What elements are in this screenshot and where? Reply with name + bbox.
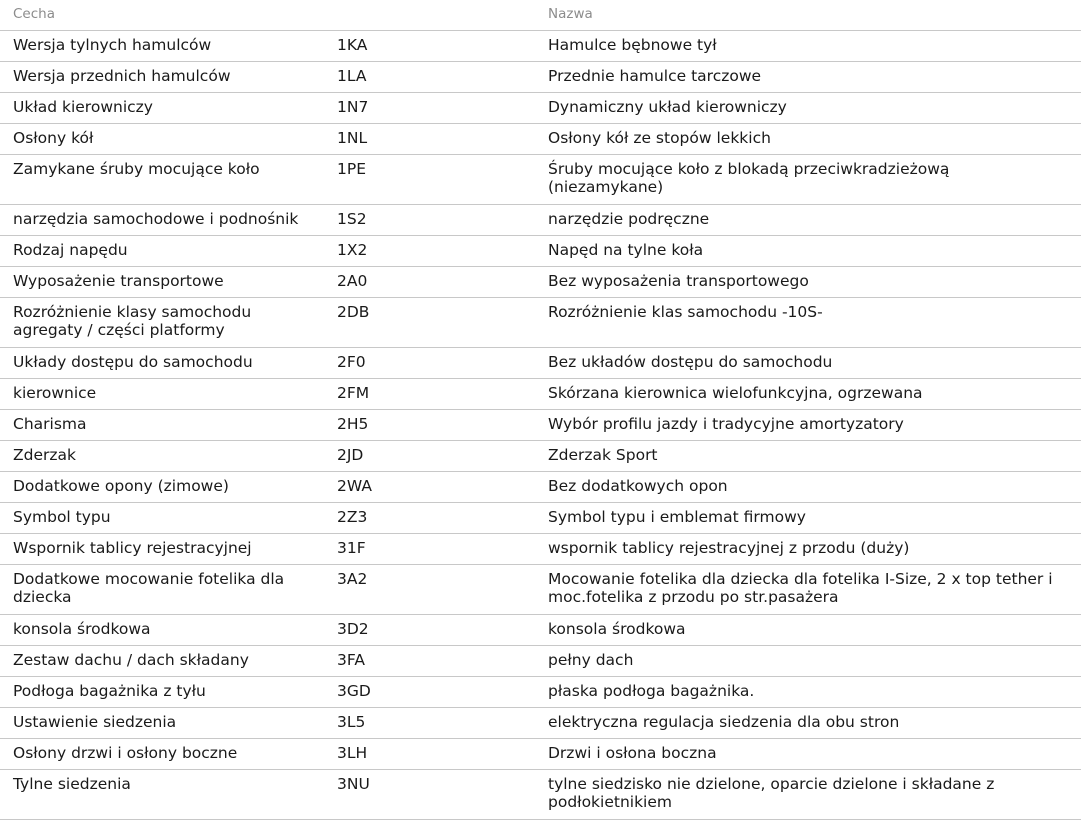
cell-code: 31F <box>337 539 366 557</box>
cell-code: 1N7 <box>337 98 369 116</box>
cell-code: 2JD <box>337 446 364 464</box>
table-row <box>0 410 1081 441</box>
cell-feature: Dodatkowe mocowanie fotelika dla dziecka <box>13 570 285 606</box>
cell-feature: Zamykane śruby mocujące koło <box>13 160 260 178</box>
cell-name: Skórzana kierownica wielofunkcyjna, ogrzewana <box>548 384 923 402</box>
cell-code: 2WA <box>337 477 372 495</box>
cell-feature: Osłony kół <box>13 129 94 147</box>
cell-name: Zderzak Sport <box>548 446 658 464</box>
table-row <box>0 441 1081 472</box>
cell-name: Dynamiczny układ kierowniczy <box>548 98 787 116</box>
cell-name: Drzwi i osłona boczna <box>548 744 717 762</box>
cell-code: 3L5 <box>337 713 366 731</box>
cell-feature: Ustawienie siedzenia <box>13 713 177 731</box>
cell-feature: Układ kierowniczy <box>13 98 153 116</box>
table-row <box>0 739 1081 770</box>
table-row <box>0 267 1081 298</box>
table-row <box>0 770 1081 820</box>
table-row <box>0 677 1081 708</box>
cell-feature: Rozróżnienie klasy samochodu agregaty / części platformy <box>13 303 252 339</box>
cell-name: Śruby mocujące koło z blokadą przeciwkradzieżową (niezamykane) <box>548 160 950 196</box>
cell-feature: Wersja tylnych hamulców <box>13 36 212 54</box>
cell-code: 1LA <box>337 67 367 85</box>
cell-code: 3A2 <box>337 570 368 588</box>
table-row <box>0 615 1081 646</box>
cell-name: Rozróżnienie klas samochodu -10S- <box>548 303 823 321</box>
cell-code: 3LH <box>337 744 368 762</box>
cell-feature: Układy dostępu do samochodu <box>13 353 253 371</box>
cell-code: 2FM <box>337 384 370 402</box>
cell-feature: kierownice <box>13 384 97 402</box>
cell-feature: Osłony drzwi i osłony boczne <box>13 744 238 762</box>
cell-name: elektryczna regulacja siedzenia dla obu stron <box>548 713 900 731</box>
cell-name: wspornik tablicy rejestracyjnej z przodu (duży) <box>548 539 910 557</box>
table-header <box>0 0 1081 31</box>
cell-name: Bez dodatkowych opon <box>548 477 728 495</box>
cell-feature: narzędzia samochodowe i podnośnik <box>13 210 299 228</box>
table-row <box>0 93 1081 124</box>
cell-code: 3FA <box>337 651 365 669</box>
cell-feature: Zestaw dachu / dach składany <box>13 651 249 669</box>
table-row <box>0 236 1081 267</box>
cell-code: 2A0 <box>337 272 368 290</box>
cell-name: narzędzie podręczne <box>548 210 710 228</box>
cell-code: 1PE <box>337 160 367 178</box>
cell-feature: Tylne siedzenia <box>13 775 131 793</box>
cell-name: Symbol typu i emblemat firmowy <box>548 508 806 526</box>
cell-name: Mocowanie fotelika dla dziecka dla fotelika I-Size, 2 x top tether i moc.fotelika z przodu po str.pasażera <box>548 570 1053 606</box>
cell-name: Przednie hamulce tarczowe <box>548 67 762 85</box>
cell-code: 1X2 <box>337 241 368 259</box>
cell-feature: Rodzaj napędu <box>13 241 128 259</box>
cell-name: tylne siedzisko nie dzielone, oparcie dzielone i składane z podłokietnikiem <box>548 775 995 811</box>
table-body <box>0 31 1081 820</box>
cell-feature: Symbol typu <box>13 508 111 526</box>
table-row <box>0 379 1081 410</box>
table-row <box>0 62 1081 93</box>
cell-name: pełny dach <box>548 651 634 669</box>
cell-feature: Zderzak <box>13 446 76 464</box>
cell-code: 1S2 <box>337 210 367 228</box>
table-row <box>0 708 1081 739</box>
cell-feature: Wspornik tablicy rejestracyjnej <box>13 539 252 557</box>
table-row <box>0 472 1081 503</box>
table-row <box>0 155 1081 205</box>
cell-name: Bez układów dostępu do samochodu <box>548 353 833 371</box>
table-row <box>0 124 1081 155</box>
cell-code: 2F0 <box>337 353 366 371</box>
table-row <box>0 646 1081 677</box>
cell-name: Napęd na tylne koła <box>548 241 704 259</box>
cell-name: konsola środkowa <box>548 620 686 638</box>
cell-name: płaska podłoga bagażnika. <box>548 682 755 700</box>
cell-name: Hamulce bębnowe tył <box>548 36 717 54</box>
cell-code: 3GD <box>337 682 371 700</box>
cell-name: Bez wyposażenia transportowego <box>548 272 809 290</box>
header-code <box>323 6 535 30</box>
table-row <box>0 348 1081 379</box>
cell-code: 1NL <box>337 129 368 147</box>
header-name: Nazwa <box>548 6 593 22</box>
cell-code: 1KA <box>337 36 368 54</box>
table-row <box>0 205 1081 236</box>
cell-feature: Dodatkowe opony (zimowe) <box>13 477 229 495</box>
cell-feature: Podłoga bagażnika z tyłu <box>13 682 206 700</box>
cell-name: Osłony kół ze stopów lekkich <box>548 129 771 147</box>
cell-feature: Charisma <box>13 415 87 433</box>
cell-code: 3NU <box>337 775 370 793</box>
cell-feature: Wersja przednich hamulców <box>13 67 231 85</box>
cell-name: Wybór profilu jazdy i tradycyjne amortyzatory <box>548 415 904 433</box>
table-row <box>0 31 1081 62</box>
cell-code: 2Z3 <box>337 508 368 526</box>
cell-code: 3D2 <box>337 620 369 638</box>
cell-code: 2H5 <box>337 415 369 433</box>
table-row <box>0 503 1081 534</box>
cell-code: 2DB <box>337 303 370 321</box>
header-feature: Cecha <box>13 6 55 22</box>
cell-feature: konsola środkowa <box>13 620 151 638</box>
table-row <box>0 298 1081 348</box>
table-row <box>0 534 1081 565</box>
table-row <box>0 565 1081 615</box>
cell-feature: Wyposażenie transportowe <box>13 272 224 290</box>
